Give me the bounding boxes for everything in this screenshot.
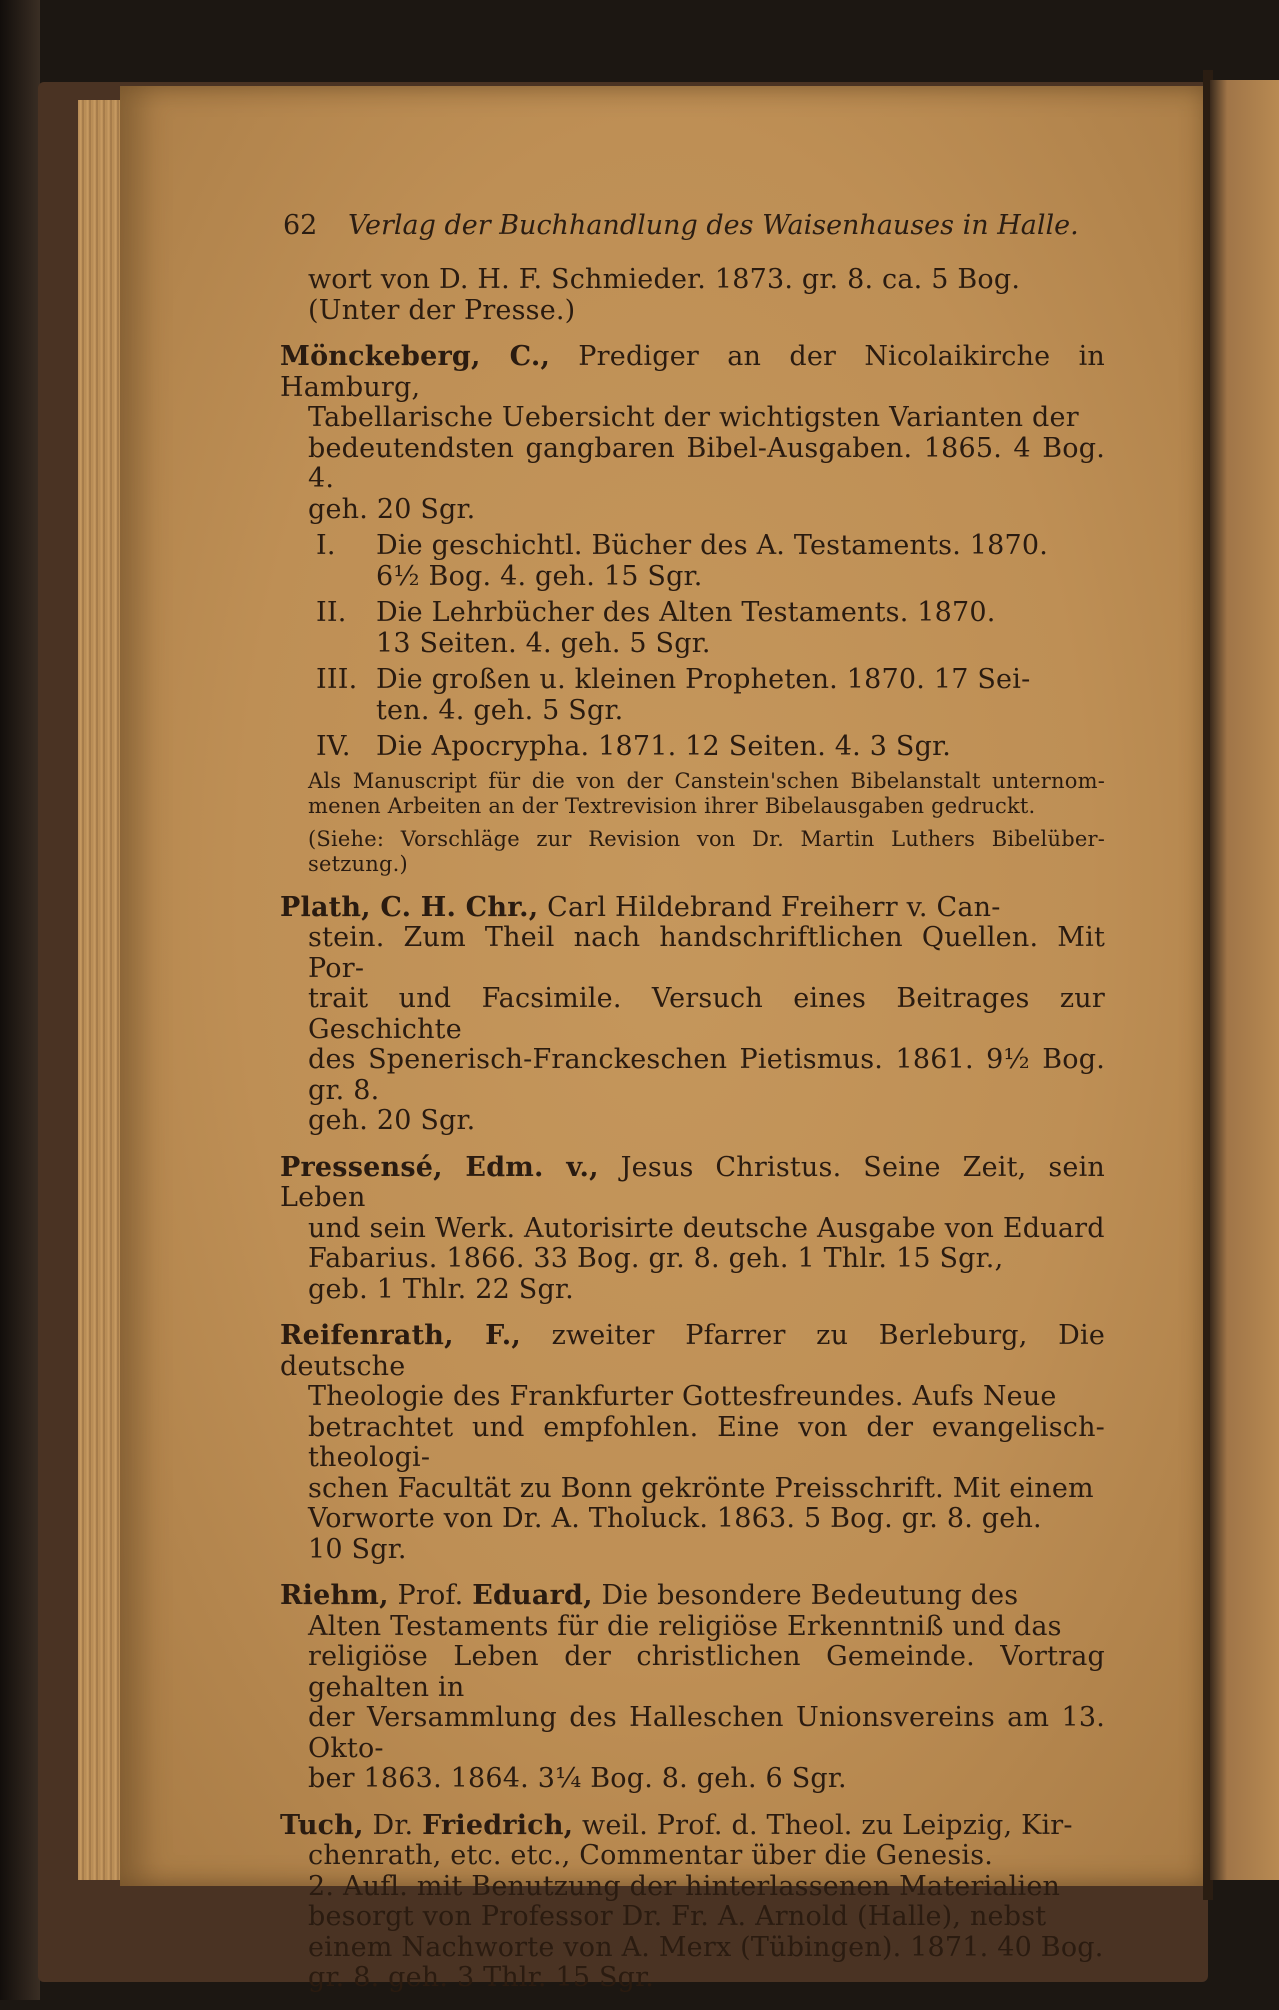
- running-header: [283, 210, 1079, 250]
- entry-author: Mönckeberg, C.,: [280, 341, 551, 372]
- volume-item: III. Die großen u. kleinen Propheten. 1870. 17 Sei- ten. 4. geh. 5 Sgr.: [316, 664, 1031, 726]
- entry-author: Plath, C. H. Chr.,: [280, 891, 539, 923]
- volume-item: IV. Die Apocrypha. 1871. 12 Seiten. 4. 3 Sgr.: [316, 731, 952, 762]
- entry-continuation: wort von D. H. F. Schmieder. 1873. gr. 8. ca. 5 Bog. (Unter der Presse.): [308, 264, 1021, 326]
- entry-riehm: Riehm, Prof. Eduard, Die besondere Bedeutung des Alten Testaments für die religiöse Erkenntniß und das religiöse Leben der christlichen Gemeinde. Vortrag gehalten in der Versammlung des Halleschen Unionsvereins am 13. Okto- ber 1863. 1864. 3¼ Bog. 8. geh. 6 Sgr.: [280, 1580, 1105, 1794]
- entry-reifenrath: Reifenrath, F., zweiter Pfarrer zu Berleburg, Die deutsche Theologie des Frankfurter Gottesfreundes. Aufs Neue betrachtet und empfohlen. Eine von der evangelisch-theologi- schen Facultät zu Bonn gekrönte Preisschrift. Mit einem Vorworte von Dr. A. Tholuck. 1863. 5 Bog. gr. 8. geh. 10 Sgr.: [280, 1320, 1106, 1565]
- running-head: Verlag der Buchhandlung des Waisenhauses in Halle.: [347, 210, 1079, 241]
- volume-item: I. Die geschichtl. Bücher des A. Testaments. 1870. 6½ Bog. 4. geh. 15 Sgr.: [316, 530, 1049, 592]
- facing-page: [1210, 80, 1279, 1880]
- entry-author: Reifenrath, F.,: [280, 1320, 521, 1351]
- entry-author: Tuch,: [280, 1809, 364, 1841]
- note-text: (Siehe: Vorschläge zur Revision von Dr. Martin Luthers Bibelüber-setzung.): [308, 826, 1105, 876]
- entry-pressense: Pressensé, Edm. v., Jesus Christus. Seine Zeit, sein Leben und sein Werk. Autorisirte deutsche Ausgabe von Eduard Fabarius. 1866. 33 Bog. gr. 8. geh. 1 Thlr. 15 Sgr., geb. 1 Thlr. 22 Sgr.: [280, 1151, 1105, 1305]
- volume-item: II. Die Lehrbücher des Alten Testaments. 1870. 13 Seiten. 4. geh. 5 Sgr.: [316, 597, 996, 659]
- note-text: Als Manuscript für die von der Canstein'schen Bibelanstalt unternom-menen Arbeiten an der Textrevision ihrer Bibelausgaben gedruckt.: [308, 768, 1105, 818]
- page-edges: [78, 100, 126, 1880]
- entry-plath: Plath, C. H. Chr., Carl Hildebrand Freiherr v. Can- stein. Zum Theil nach handschriftlichen Quellen. Mit Por- trait und Facsimile. Versuch eines Beitrages zur Geschichte des Spenerisch-Franckeschen Pietismus. 1861. 9½ Bog. gr. 8. geh. 20 Sgr.: [280, 891, 1105, 1136]
- entry-author: Pressensé, Edm. v.,: [280, 1151, 599, 1183]
- book-spine: [0, 0, 40, 2000]
- page-number: 62: [283, 210, 318, 241]
- entry-author: Riehm,: [280, 1580, 389, 1611]
- entry-tuch: Tuch, Dr. Friedrich, weil. Prof. d. Theol. zu Leipzig, Kir- chenrath, etc. etc., Commentar über die Genesis. 2. Aufl. mit Benutzung der hinterlassenen Materialien besorgt von Professor Dr. Fr. A. Arnold (Halle), nebst einem Nachworte von A. Merx (Tübingen). 1871. 40 Bog. gr. 8. geh. 3 Thlr. 15 Sgr.: [280, 1809, 1104, 1993]
- catalog-text: [280, 265, 1105, 2010]
- entry-moenckeberg: Mönckeberg, C., Prediger an der Nicolaikirche in Hamburg, Tabellarische Uebersicht der wichtigsten Varianten der bedeutendsten gangbaren Bibel-Ausgaben. 1865. 4 Bog. 4. geh. 20 Sgr. I. Die geschichtl. Bücher des A. Testaments. 1870. 6½ Bog. 4. geh. 15 Sgr. II. Die Lehrbücher des Alten Testaments. 1870. 13 Seiten. 4. geh. 5 Sgr. III. Die großen u. kleinen Propheten. 1870. 17 Sei- ten. 4. geh. 5 Sgr. IV. Die Apocrypha. 1871. 12 Seiten. 4. 3 Sgr. Als Manuscript für die von der Canstein'schen Bibelanstalt unternom-menen Arbeiten an der Textrevision ihrer Bibelausgaben gedruckt. (Siehe: Vorschläge zur Revision von Dr. Martin Luthers Bibelüber-setzung.): [280, 341, 1105, 876]
